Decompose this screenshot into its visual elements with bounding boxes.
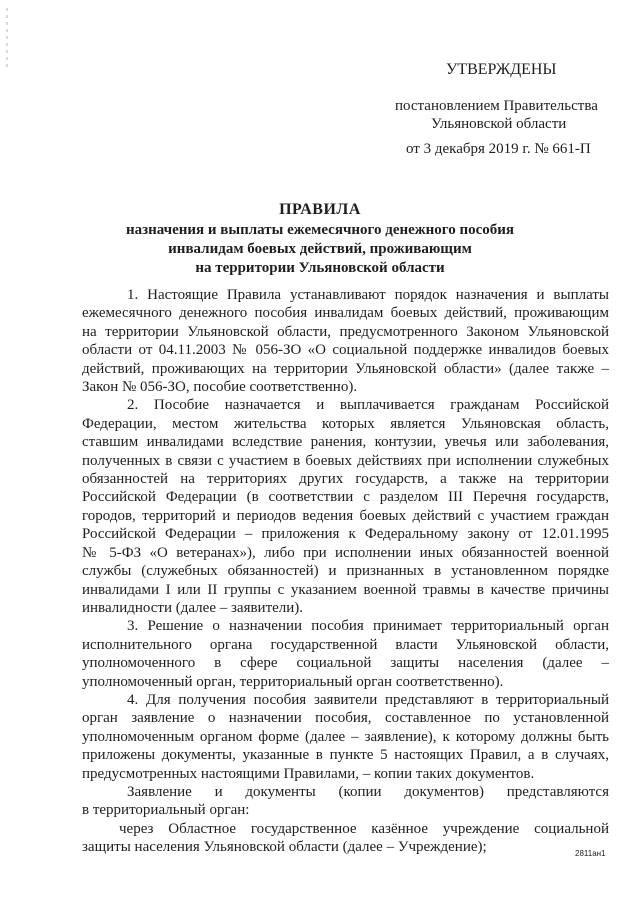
body-line: инвалидности (далее – заявители). xyxy=(82,599,304,616)
body-line: уполномоченным органом форме (далее – заявление), к которому должны быть xyxy=(82,728,609,745)
document-body xyxy=(82,286,609,857)
document-title: ПРАВИЛА xyxy=(279,201,361,218)
body-line: приложены документы, указанные в пункте 5 настоящих Правил, а в случаях, xyxy=(82,747,609,764)
body-line: орган заявление о назначении пособия, составленное по установленной xyxy=(82,710,609,727)
body-line: 1. Настоящие Правила устанавливают порядок назначения и выплаты xyxy=(127,287,609,303)
body-line: 3. Решение о назначении пособия принимает территориальный орган xyxy=(127,618,609,635)
body-line: Федерации, местом жительства которых является Ульяновская область, xyxy=(82,415,609,432)
subtitle-line-1: назначения и выплаты ежемесячного денежного пособия xyxy=(125,222,515,238)
body-line: предусмотренных настоящими Правилами, – копии таких документов. xyxy=(82,765,535,782)
body-line: Российской Федерации (в соответствии с разделом III Перечня государств, xyxy=(82,489,609,506)
body-line: 4. Для получения пособия заявители представляют в территориальный xyxy=(127,691,609,708)
body-line: городов, территорий и периодов ведения боевых действий с участием граждан xyxy=(82,507,609,524)
scan-margin-mark xyxy=(6,8,8,68)
body-line: уполномоченного в сфере социальной защиты населения (далее – xyxy=(82,655,609,672)
body-line: ежемесячного денежного пособия инвалидам боевых действий, проживающим xyxy=(82,305,609,322)
body-line: Заявление и документы (копии документов) представляются xyxy=(127,783,609,800)
body-line: ставшим инвалидами вследствие ранения, контузии, увечья или заболевания, xyxy=(82,434,609,451)
approval-line-1: постановлением Правительства xyxy=(395,98,598,114)
body-line: действий, проживающих на территории Ульяновской области» (далее также – xyxy=(82,360,609,377)
approval-line-2: Ульяновской области xyxy=(431,116,567,132)
body-line: Закон № 056-ЗО, пособие соответственно). xyxy=(82,379,358,396)
body-line: Российской Федерации – приложения к Федеральному закону от 12.01.1995 xyxy=(82,526,609,543)
body-line: исполнительного органа государственной власти Ульяновской области, xyxy=(82,636,609,653)
body-line: в территориальный орган: xyxy=(82,802,250,819)
body-line: уполномоченный орган, территориальный орган соответственно). xyxy=(82,673,504,690)
body-line: службы (служебных обязанностей) и признанных в установленном порядке xyxy=(82,563,609,580)
footer-code: 2811ан1 xyxy=(575,849,606,858)
approval-line-3: от 3 декабря 2019 г. № 661-П xyxy=(406,141,591,157)
body-line: 2. Пособие назначается и выплачивается гражданам Российской xyxy=(127,397,609,414)
approval-heading: УТВЕРЖДЕНЫ xyxy=(446,61,557,78)
body-line: обязанностей на территориях других государств, а также на территории xyxy=(82,471,609,488)
subtitle-line-3: на территории Ульяновской области xyxy=(195,260,445,276)
body-line: защиты населения Ульяновской области (далее – Учреждение); xyxy=(82,839,487,856)
body-line: через Областное государственное казённое учреждение социальной xyxy=(119,820,609,837)
body-line: № 5-ФЗ «О ветеранах»), либо при исполнении иных обязанностей военной xyxy=(82,544,609,561)
body-line: полученных в связи с участием в боевых действиях при исполнении служебных xyxy=(82,452,609,469)
body-line: инвалидами I или II группы с указанием военной травмы в качестве причины xyxy=(82,581,609,598)
subtitle-line-2: инвалидам боевых действий, проживающим xyxy=(168,241,472,257)
body-line: области от 04.11.2003 № 056-ЗО «О социальной поддержке инвалидов боевых xyxy=(82,342,609,359)
body-line: на территории Ульяновской области, предусмотренного Законом Ульяновской xyxy=(82,323,609,340)
document-subtitle xyxy=(0,221,640,278)
